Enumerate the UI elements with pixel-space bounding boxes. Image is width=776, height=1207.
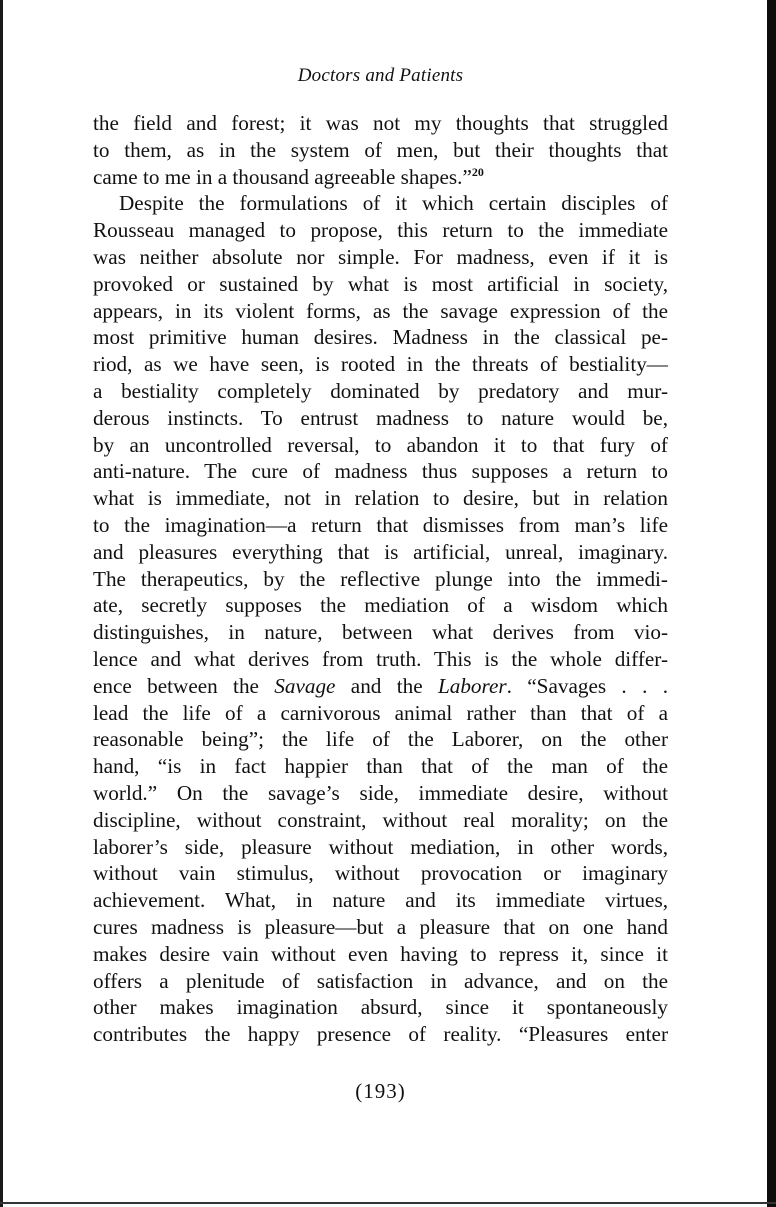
text-line: most primitive human desires. Madness in the classical pe- (93, 325, 668, 350)
text-line: discipline, without constraint, without real morality; on the (93, 807, 668, 832)
text-line: distinguishes, in nature, between what derives from vio- (93, 620, 668, 645)
text-line: lead the life of a carnivorous animal rather than that of a (93, 700, 668, 725)
text-line: laborer’s side, pleasure without mediation, in other words, (93, 834, 668, 859)
text-line: and pleasures everything that is artificial, unreal, imaginary. (93, 539, 668, 564)
page-right-edge (767, 0, 776, 1207)
text-line: appears, in its violent forms, as the savage expression of the (93, 298, 668, 323)
text-line: derous instincts. To entrust madness to nature would be, (93, 405, 668, 430)
footnote-reference: 20 (471, 164, 484, 179)
text-line (93, 164, 668, 191)
page-number: (193) (355, 1079, 406, 1103)
text-line: to them, as in the system of men, but their thoughts that (93, 137, 668, 162)
text-line: achievement. What, in nature and its immediate virtues, (93, 888, 668, 913)
text-line (93, 673, 668, 700)
text-line: by an uncontrolled reversal, to abandon it to that fury of (93, 432, 668, 457)
text-segment: . “Savages . . . (506, 673, 668, 698)
text-line: to the imagination—a return that dismisses from man’s life (93, 512, 668, 537)
text-line: lence and what derives from truth. This is the whole differ- (93, 646, 668, 671)
text-line: ate, secretly supposes the mediation of a wisdom which (93, 593, 668, 618)
text-segment: and the (335, 673, 438, 698)
text-line: what is immediate, not in relation to desire, but in relation (93, 486, 668, 511)
text-line: provoked or sustained by what is most artificial in society, (93, 271, 668, 296)
text-line: hand, “is in fact happier than that of the man of the (93, 754, 668, 779)
text-line: Despite the formulations of it which certain disciples of (119, 191, 668, 216)
running-head: Doctors and Patients (297, 65, 464, 86)
text-line: world.” On the savage’s side, immediate desire, without (93, 780, 668, 805)
text-line: without vain stimulus, without provocation or imaginary (93, 861, 668, 886)
page-left-edge (0, 0, 3, 1207)
text-segment: ence between the (93, 673, 275, 698)
text-line: The therapeutics, by the reflective plunge into the immedi- (93, 566, 668, 591)
text-line: cures madness is pleasure—but a pleasure that on one hand (93, 914, 668, 939)
text-line: Rousseau managed to propose, this return to the immediate (93, 218, 668, 243)
text-line: reasonable being”; the life of the Laborer, on the other (93, 727, 668, 752)
text-line-content: came to me in a thousand agreeable shapes.” (93, 164, 472, 189)
text-line: contributes the happy presence of reality. “Pleasures enter (93, 1022, 668, 1047)
term-laborer: Laborer (437, 673, 507, 698)
text-line: makes desire vain without even having to repress it, since it (93, 941, 668, 966)
text-line: riod, as we have seen, is rooted in the threats of bestiality— (93, 352, 668, 377)
text-line: a bestiality completely dominated by predatory and mur- (93, 378, 668, 403)
text-line: was neither absolute nor simple. For madness, even if it is (93, 244, 668, 269)
page-bottom-edge (0, 1202, 776, 1204)
text-line: the field and forest; it was not my thoughts that struggled (93, 111, 668, 135)
text-line: other makes imagination absurd, since it spontaneously (93, 995, 668, 1020)
text-line: anti-nature. The cure of madness thus supposes a return to (93, 459, 668, 484)
text-line: offers a plenitude of satisfaction in advance, and on the (93, 968, 668, 993)
term-savage: Savage (274, 673, 336, 698)
body-text (93, 110, 668, 1048)
